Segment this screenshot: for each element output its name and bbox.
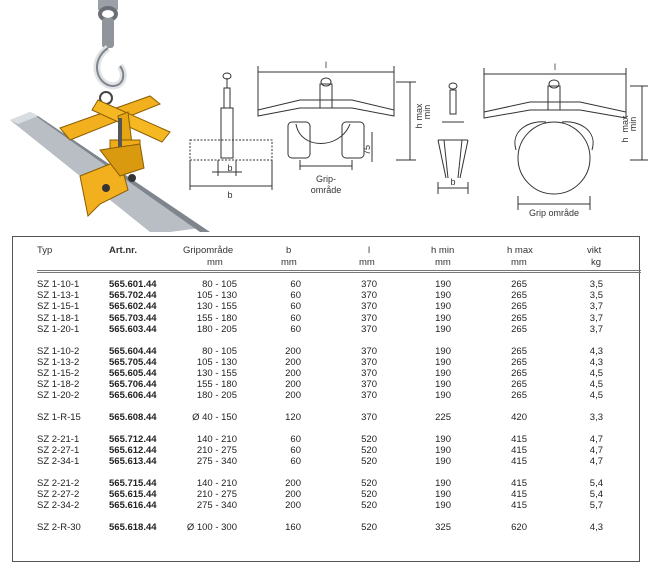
cell-grip-range: 140 - 210 [196,477,237,489]
cell-h-max: 265 [511,367,527,379]
cell-h-max: 265 [511,345,527,357]
cell-grip-range: 80 - 105 [202,345,237,357]
cell-vikt: 5,4 [589,477,603,489]
cell-l: 370 [361,356,377,368]
cell-typ: SZ 1-18-2 [37,379,80,391]
cell-typ: SZ 2-34-2 [37,500,80,512]
header-vikt: vikt [587,245,602,256]
cell-h-max: 415 [511,477,527,489]
cell-h-max: 415 [511,489,527,500]
dim-h-label-2: h [620,137,630,143]
cell-b: 200 [285,390,301,402]
cell-art-nr: 565.706.44 [109,379,157,391]
cell-grip-range: 180 - 205 [196,323,237,335]
cell-l: 370 [361,301,377,313]
clamp-photo [10,0,210,232]
cell-typ: SZ 1-20-2 [37,390,80,402]
cell-h-min: 190 [435,323,451,335]
cell-l: 520 [361,444,377,456]
cell-typ: SZ 2-21-1 [37,433,80,445]
cell-b: 60 [290,290,301,302]
cell-vikt: 3,7 [589,312,603,324]
cell-b: 60 [290,433,301,445]
cell-vikt: 3,3 [589,412,603,423]
cell-h-min: 190 [435,379,451,391]
grip-round-label: Grip område [528,208,580,218]
cell-grip-range: 105 - 130 [196,290,237,302]
cell-art-nr: 565.606.44 [109,390,157,402]
cell-h-max: 415 [511,456,527,468]
cell-l: 370 [361,412,377,423]
header-hmax: h max [507,245,533,256]
header-typ: Typ [37,245,53,256]
cell-b: 200 [285,345,301,357]
cell-vikt: 3,7 [589,323,603,335]
cell-h-min: 190 [435,290,451,302]
dim-max-label-2: max [620,115,630,133]
cell-h-min: 190 [435,456,451,468]
cell-typ: SZ 1-13-2 [37,356,80,368]
cell-vikt: 4,3 [589,356,603,368]
cell-art-nr: 565.601.44 [109,279,157,290]
cell-art-nr: 565.705.44 [109,356,157,368]
cell-art-nr: 565.612.44 [109,444,157,456]
header-hmin-unit: mm [435,257,451,268]
cell-grip-range: 180 - 205 [196,390,237,402]
cell-b: 200 [285,477,301,489]
header-divider [37,270,641,271]
dim-75-label: 75 [362,144,372,156]
cell-grip-range: 105 - 130 [196,356,237,368]
cell-typ: SZ 2-34-1 [37,456,80,468]
cell-art-nr: 565.616.44 [109,500,157,512]
cell-vikt: 5,4 [589,489,603,500]
cell-h-max: 265 [511,290,527,302]
cell-grip-range: 210 - 275 [196,489,237,500]
cell-art-nr: 565.618.44 [109,521,157,533]
cell-l: 520 [361,489,377,500]
cell-art-nr: 565.603.44 [109,323,157,335]
cell-vikt: 4,5 [589,367,603,379]
header-hmax-unit: mm [511,257,527,268]
cell-h-max: 415 [511,500,527,512]
cell-vikt: 4,5 [589,379,603,391]
cell-vikt: 3,5 [589,290,603,302]
cell-art-nr: 565.605.44 [109,367,157,379]
dim-min-label-2: min [628,116,638,132]
cell-h-min: 190 [435,489,451,500]
cell-l: 370 [361,323,377,335]
grip-label-line1: Grip- [316,174,336,184]
cell-h-min: 190 [435,433,451,445]
header-vikt-unit: kg [591,257,602,268]
cell-h-min: 190 [435,477,451,489]
cell-h-max: 415 [511,433,527,445]
drawing-front-view [258,66,416,170]
cell-l: 370 [361,290,377,302]
cell-vikt: 5,7 [589,500,603,512]
dim-b-label-2: b [227,190,233,200]
dim-l-label-1: l [325,60,327,70]
cell-l: 370 [361,390,377,402]
cell-art-nr: 565.615.44 [109,489,157,500]
cell-grip-range: 275 - 340 [196,456,237,468]
cell-h-min: 190 [435,390,451,402]
cell-h-max: 415 [511,444,527,456]
cell-b: 200 [285,356,301,368]
cell-grip-range: 155 - 180 [196,312,237,324]
cell-typ: SZ 1-13-1 [37,290,80,302]
cell-vikt: 4,5 [589,390,603,402]
cell-h-min: 190 [435,312,451,324]
cell-h-max: 265 [511,279,527,290]
cell-vikt: 4,7 [589,444,603,456]
dim-min-label-1: min [422,104,432,120]
cell-l: 520 [361,433,377,445]
dim-l-label-2: l [554,62,556,72]
cell-art-nr: 565.608.44 [109,412,157,423]
header-art: Art.nr. [109,245,137,256]
dim-max-label-1: max [414,103,424,121]
cell-typ: SZ 1-10-1 [37,279,80,290]
cell-vikt: 3,7 [589,301,603,313]
cell-b: 120 [285,412,301,423]
cell-h-min: 190 [435,444,451,456]
dim-b-label-3: b [450,177,456,187]
header-grip: Gripområde [183,245,234,256]
cell-art-nr: 565.703.44 [109,312,157,324]
cell-grip-range: 80 - 105 [202,279,237,290]
cell-art-nr: 565.604.44 [109,345,157,357]
cell-h-max: 265 [511,323,527,335]
cell-typ: SZ 1-15-2 [37,367,80,379]
cell-b: 60 [290,323,301,335]
header-b: b [286,245,292,256]
cell-typ: SZ 1-15-1 [37,301,80,313]
cell-h-min: 190 [435,301,451,313]
cell-l: 520 [361,477,377,489]
cell-typ: SZ 2-R-30 [37,521,81,533]
cell-grip-range: 275 - 340 [196,500,237,512]
cell-h-max: 265 [511,390,527,402]
dim-h-label-1: h [414,123,424,129]
cell-l: 370 [361,312,377,324]
cell-h-max: 265 [511,312,527,324]
spec-table [12,236,640,562]
cell-art-nr: 565.702.44 [109,290,157,302]
cell-art-nr: 565.602.44 [109,301,157,313]
cell-typ: SZ 1-R-15 [37,412,81,423]
cell-l: 520 [361,500,377,512]
cell-grip-range: Ø 100 - 300 [186,521,237,533]
cell-vikt: 4,7 [589,433,603,445]
cell-grip-range: 130 - 155 [196,301,237,313]
cell-l: 520 [361,521,377,533]
cell-typ: SZ 1-18-1 [37,312,80,324]
cell-l: 370 [361,345,377,357]
cell-b: 60 [290,279,301,290]
cell-vikt: 4,3 [589,345,603,357]
cell-h-max: 265 [511,356,527,368]
header-l-unit: mm [359,257,375,268]
cell-art-nr: 565.715.44 [109,477,157,489]
header-divider-2 [37,272,641,273]
cell-l: 370 [361,279,377,290]
illustration-area [0,0,652,232]
cell-h-min: 225 [435,412,451,423]
grip-label-line2: område [310,185,342,195]
cell-b: 60 [290,301,301,313]
cell-grip-range: 140 - 210 [196,433,237,445]
cell-grip-range: Ø 40 - 150 [192,412,237,423]
cell-vikt: 4,3 [589,521,603,533]
cell-b: 200 [285,500,301,512]
cell-grip-range: 155 - 180 [196,379,237,391]
cell-b: 160 [285,521,301,533]
cell-typ: SZ 1-20-1 [37,323,80,335]
cell-grip-range: 130 - 155 [196,367,237,379]
cell-art-nr: 565.712.44 [109,433,157,445]
header-l: l [368,245,371,256]
cell-typ: SZ 2-27-1 [37,444,80,456]
cell-h-max: 265 [511,301,527,313]
cell-h-max: 620 [511,521,527,533]
header-b-unit: mm [281,257,297,268]
cell-h-min: 190 [435,500,451,512]
cell-vikt: 4,7 [589,456,603,468]
cell-art-nr: 565.613.44 [109,456,157,468]
cell-h-min: 190 [435,345,451,357]
cell-l: 370 [361,379,377,391]
cell-h-max: 420 [511,412,527,423]
cell-h-min: 190 [435,356,451,368]
cell-h-max: 265 [511,379,527,391]
cell-h-min: 190 [435,279,451,290]
header-hmin: h min [431,245,455,256]
cell-h-min: 190 [435,367,451,379]
cell-b: 200 [285,379,301,391]
cell-b: 200 [285,367,301,379]
cell-typ: SZ 1-10-2 [37,345,80,357]
dim-b-label-1: b [227,163,233,173]
cell-b: 60 [290,444,301,456]
cell-l: 370 [361,367,377,379]
cell-l: 520 [361,456,377,468]
cell-h-min: 325 [435,521,451,533]
cell-grip-range: 210 - 275 [196,444,237,456]
cell-typ: SZ 2-21-2 [37,477,80,489]
cell-b: 200 [285,489,301,500]
cell-typ: SZ 2-27-2 [37,489,80,500]
header-grip-unit: mm [207,257,223,268]
cell-vikt: 3,5 [589,279,603,290]
cell-b: 60 [290,312,301,324]
cell-b: 60 [290,456,301,468]
